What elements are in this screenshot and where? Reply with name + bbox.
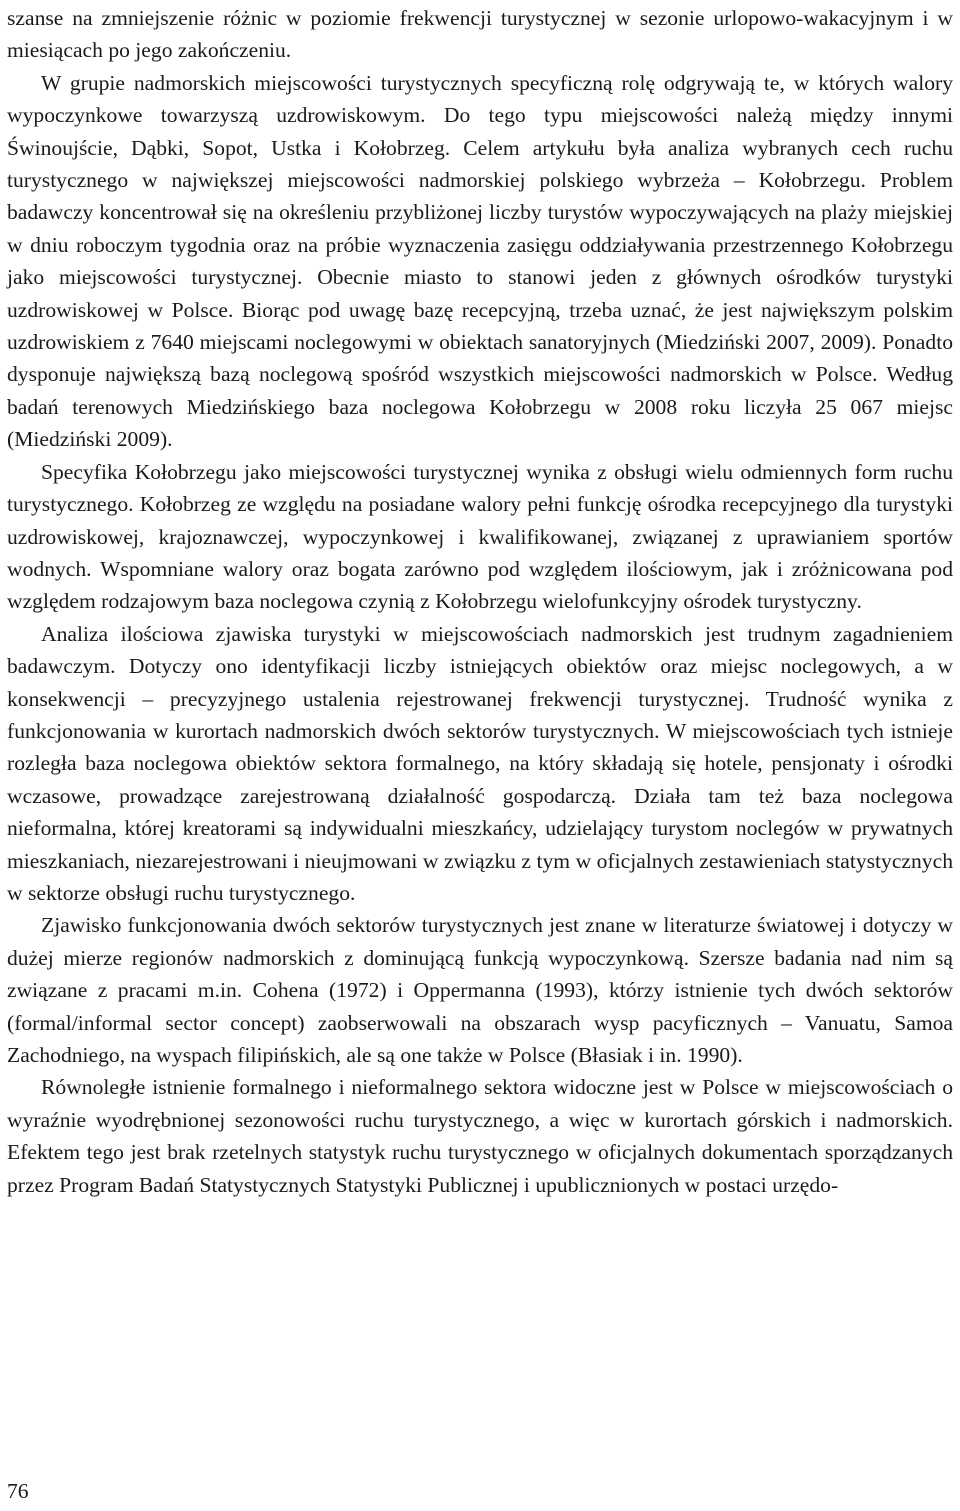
page-number: 76 <box>7 1479 29 1503</box>
paragraph-two-sectors: Zjawisko funkcjonowania dwóch sektorów turystycznych jest znane w literaturze światowej i dotyczy w dużej mierze regionów nadmorskich z dominującą funkcją wypoczynkową. Szersze badania nad nim są związane z pracami m.in. Cohena (1972) i Oppermanna (1993), którzy istnienie tych dwóch sektorów (formal/informal sector concept) zaobserwowali na obszarach wysp pacyficznych – Vanuatu, Samoa Zachodniego, na wyspach filipińskich, ale są one także w Polsce (Błasiak i in. 1990). <box>7 913 953 1067</box>
document-page <box>7 2 953 1201</box>
paragraph-specificity: Specyfika Kołobrzegu jako miejscowości turystycznej wynika z obsługi wielu odmiennych form ruchu turystycznego. Kołobrzeg ze względu na posiadane walory pełni funkcję ośrodka recepcyjnego dla turystyki uzdrowiskowej, krajoznawczej, wypoczynkowej i kwalifikowanej, związanej z uprawianiem sportów wodnych. Wspomniane walory oraz bogata zarówno pod względem ilościowym, jak i zróżnicowana pod względem rodzajowym baza noclegowa czynią z Kołobrzegu wielofunkcyjny ośrodek turystyczny. <box>7 459 953 614</box>
paragraph-coastal-resorts: W grupie nadmorskich miejscowości turystycznych specyficzną rolę odgrywają te, w których walory wypoczynkowe towarzyszą uzdrowiskowym. Do tego typu miejscowości należą między innymi Świnoujście, Dąbki, Sopot, Ustka i Kołobrzeg. Celem artykułu była analiza wybranych cech ruchu turystycznego w największej miejscowości nadmorskiej polskiego wybrzeża – Kołobrzegu. Problem badawczy koncentrował się na określeniu przybliżonej liczby turystów wypoczywających na plaży miejskiej w dniu roboczym tygodnia oraz na próbie wyznaczenia zasięgu oddziaływania przestrzennego Kołobrzegu jako miejscowości turystycznej. Obecnie miasto to stanowi jeden z głównych ośrodków turystyki uzdrowiskowej w Polsce. Biorąc pod uwagę bazę recepcyjną, trzeba uznać, że jest największym polskim uzdrowiskiem z 7640 miejscami noclegowymi w obiektach sanatoryjnych (Miedziński 2007, 2009). Ponadto dysponuje największą bazą noclegową spośród wszystkich miejscowości nadmorskich w Polsce. Według badań terenowych Miedzińskiego baza noclegowa Kołobrzegu w 2008 roku liczyła 25 067 miejsc (Miedziński 2009). <box>7 70 953 452</box>
paragraph-continuation: szanse na zmniejszenie różnic w poziomie frekwencji turystycznej w sezonie urlopowo-wakacyjnym i w miesiącach po jego zakończeniu. <box>7 6 953 63</box>
paragraph-formal-informal: Równoległe istnienie formalnego i nieformalnego sektora widoczne jest w Polsce w miejscowościach o wyraźnie wyodrębnionej sezonowości ruchu turystycznego, a więc w kurortach górskich i nadmorskich. Efektem tego jest brak rzetelnych statystyk ruchu turystycznego w oficjalnych dokumentach sporządzanych przez Program Badań Statystycznych Statystyki Publicznej i upublicznionych w postaci urzędo- <box>7 1075 953 1197</box>
paragraph-quantitative-analysis: Analiza ilościowa zjawiska turystyki w miejscowościach nadmorskich jest trudnym zagadnieniem badawczym. Dotyczy ono identyfikacji liczby istniejących obiektów oraz miejsc noclegowych, a w konsekwencji – precyzyjnego ustalenia rejestrowanej frekwencji turystycznej. Trudność wynika z funkcjonowania w kurortach nadmorskich dwóch sektorów turystycznych. W miejscowościach tych istnieje rozległa baza noclegowa obiektów sektora formalnego, na który składają się hotele, pensjonaty i ośrodki wczasowe, prowadzące zarejestrowaną działalność gospodarczą. Działa tam też baza noclegowa nieformalna, której kreatorami są indywidualni mieszkańcy, udzielający turystom noclegów w prywatnych mieszkaniach, niezarejestrowani i nieujmowani w związku z tym w oficjalnych zestawieniach statystycznych w sektorze obsługi ruchu turystycznego. <box>7 621 953 905</box>
